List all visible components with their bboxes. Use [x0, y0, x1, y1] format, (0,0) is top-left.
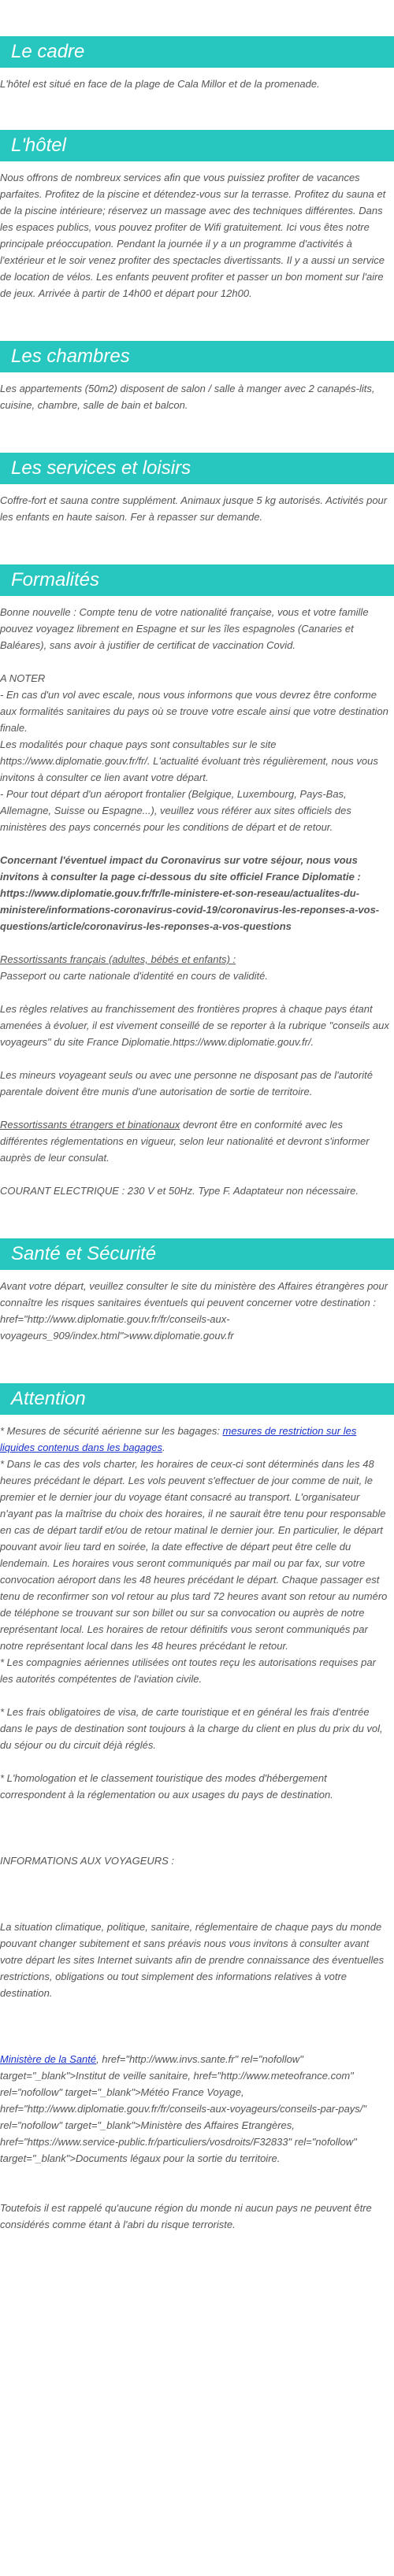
formalites-note-modalites: Les modalités pour chaque pays sont consultables sur le site https://www.diplomatie.gouv.fr/fr/. L'actualité évoluant très régulièrement, nous vous invitons à consulter ce lien avant votre départ.	[0, 738, 378, 783]
chambres-text	[0, 380, 394, 413]
attention-charter: * Dans le cas des vols charter, les horaires de ceux-ci sont déterminés dans les 48 heures précédant le départ. Les vols peuvent s'effectuer de jour comme de nuit, le premier et le dernier jour du voyage étant consacré au transport. L'organisateur n'ayant pas la maîtrise du choix des horaires, il ne saurait être tenu pour responsable en cas de départ tardif et/ou de retour matinal le dernier jour. En particulier, le départ pouvant avoir lieu tard en soirée, la date effective de départ peut être celle du lendemain. Les horaires vous seront communiqués par mail ou par fax, sur votre convocation aéroport dans les 48 heures précédant le départ. Chaque passager est tenu de reconfirmer son vol retour au plus tard 72 heures avant son retour au numéro de téléphone se trouvant sur son billet ou sur sa convocation ou auprès de notre représentant local. Les horaires de retour définitifs vous seront communiqués par notre représentant local dans les 48 heures précédant le retour.	[0, 1458, 388, 1652]
formalites-etrangers-label: Ressortissants étrangers et binationaux	[0, 1119, 180, 1131]
services-body: Coffre-fort et sauna contre supplément. Animaux jusque 5 kg autorisés. Activités pour les enfants en haute saison. Fer à repasser sur demande.	[0, 494, 388, 523]
attention-bagages	[0, 1423, 389, 1456]
formalites-note-frontalier: - Pour tout départ d'un aéroport frontalier (Belgique, Luxembourg, Pays-Bas, Allemagne, Suisse ou Espagne...), veuillez vous référer aux sites officiels des ministères des pays concernés pour les conditions de départ et de retour.	[0, 788, 351, 833]
attention-terrorisme: Toutefois il est rappelé qu'aucune région du monde ni aucun pays ne peuvent être considérés comme étant à l'abri du risque terroriste.	[0, 2202, 372, 2230]
formalites-p1: Bonne nouvelle : Compte tenu de votre nationalité française, vous et votre famille pouvez voyagez librement en Espagne et sur les îles espagnoles (Canaries et Baléares), sans avoir à justifier de certificat de vaccination Covid.	[0, 606, 369, 651]
section-title-sante: Santé et Sécurité	[0, 1238, 394, 1270]
section-title-formalites: Formalités	[0, 564, 394, 596]
formalites-coronavirus: Concernant l'éventuel impact du Coronavirus sur votre séjour, nous vous invitons à consulter la page ci-dessous du site officiel France Diplomatie : https://www.diplomatie.gouv.fr/fr/le-ministere-et-son-reseau/actualites-du-ministere/informations-coronavirus-covid-19/coronavirus-les-reponses-a-vos-questions/article/coronavirus-les-reponses-a-vos-questions	[0, 854, 380, 932]
attention-homologation: * L'homologation et le classement touristique des modes d'hébergement correspondent à la réglementation ou aux usages du pays de destination.	[0, 1772, 333, 1801]
attention-liens-rest: , href="http://www.invs.sante.fr" rel="nofollow" target="_blank">Institut de veille sanitaire, href="http://www.meteofrance.com" rel="nofollow" target="_blank">Météo France Voyage, href="http://www.diplomatie.gouv.fr/fr/conseils-aux-voyageurs/conseils-par-pays/" rel="nofollow" target="_blank">Ministère des Affaires Etrangères, href="https://www.service-public.fr/particuliers/vosdroits/F32833" rel="nofollow" target="_blank">Documents légaux pour la sortie du territoire.	[0, 2053, 367, 2164]
sante-text	[0, 1278, 394, 1344]
liquids-restriction-link[interactable]: mesures de restriction sur les liquides contenus dans les bagages	[0, 1425, 357, 1453]
attention-compagnies: * Les compagnies aériennes utilisées ont toutes reçu les autorisations requises par les autorités compétentes de l'aviation civile.	[0, 1656, 376, 1685]
formalites-mineurs: Les mineurs voyageant seuls ou avec une personne ne disposant pas de l'autorité parentale doivent être munis d'une autorisation de sortie de territoire.	[0, 1069, 373, 1097]
attention-text	[0, 1423, 394, 2233]
formalites-note-label: A NOTER	[0, 672, 46, 684]
formalites-text	[0, 604, 394, 1199]
sante-body: Avant votre départ, veuillez consulter le site du ministère des Affaires étrangères pour connaître les risques sanitaires éventuels qui peuvent concerner votre destination : href="http://www.diplomatie.gouv.fr/fr/conseils-aux-voyageurs_909/index.html">www.diplomatie.gouv.fr	[0, 1280, 388, 1342]
section-title-attention: Attention	[0, 1383, 394, 1415]
formalites-etrangers	[0, 1116, 389, 1166]
attention-bagages-prefix: * Mesures de sécurité aérienne sur les bagages:	[0, 1425, 223, 1437]
attention-situation: La situation climatique, politique, sanitaire, réglementaire de chaque pays du monde pouvant changer subitement et sans préavis nous vous invitons à consulter avant votre départ les sites Internet suivants afin de prendre connaissance des éventuelles restrictions, obligations ou tout simplement des informations relatives à votre destination.	[0, 1921, 385, 1999]
formalites-ressortissants-label: Ressortissants français (adultes, bébés et enfants) :	[0, 953, 236, 965]
hotel-text	[0, 169, 394, 302]
section-title-hotel: L'hôtel	[0, 130, 394, 161]
section-title-chambres: Les chambres	[0, 341, 394, 372]
services-text	[0, 492, 394, 525]
ministere-sante-link[interactable]: Ministère de la Santé	[0, 2053, 97, 2065]
formalites-regles: Les règles relatives au franchissement des frontières propres à chaque pays étant amenées à évoluer, il est vivement conseillé de se reporter à la rubrique "conseils aux voyageurs" du site France Diplomatie.https://www.diplomatie.gouv.fr/.	[0, 1003, 389, 1048]
section-title-cadre: Le cadre	[0, 36, 394, 68]
cadre-text	[0, 76, 394, 92]
attention-frais: * Les frais obligatoires de visa, de carte touristique et en général les frais d'entrée dans le pays de destination sont toujours à la charge du client en plus du prix du vol, du séjour ou du circuit déjà réglés.	[0, 1706, 383, 1751]
formalites-etrangers-body: devront être en conformité avec les différentes réglementations en vigueur, selon leur nationalité et devront s'informer auprès de leur consulat.	[0, 1119, 370, 1164]
hotel-body: Nous offrons de nombreux services afin que vous puissiez profiter de vacances parfaites. Profitez de la piscine et détendez-vous sur la terrasse. Profitez du sauna et de la piscine intérieure; réservez un massage avec des techniques différentes. Dans les espaces publics, vous pouvez profiter de Wifi gratuitement. Ici vous êtes notre principale préoccupation. Pendant la journée il y a un programme d'activités à l'extérieur et le soir venez profiter des spectacles divertissants. Il y a aussi un service de location de vélos. Les enfants peuvent profiter et passer un bon moment sur l'aire de jeux. Arrivée à partir de 14h00 et départ pour 12h00.	[0, 172, 386, 299]
cadre-body: L'hôtel est situé en face de la plage de Cala Millor et de la promenade.	[0, 78, 320, 90]
formalites-ressortissants-body: Passeport ou carte nationale d'identité en cours de validité.	[0, 970, 268, 982]
attention-bagages-suffix: .	[162, 1442, 165, 1453]
attention-informations-label: INFORMATIONS AUX VOYAGEURS :	[0, 1855, 175, 1867]
attention-liens	[0, 2051, 389, 2167]
chambres-body: Les appartements (50m2) disposent de salon / salle à manger avec 2 canapés-lits, cuisine, chambre, salle de bain et balcon.	[0, 383, 375, 411]
formalites-courant: COURANT ELECTRIQUE : 230 V et 50Hz. Type F. Adaptateur non nécessaire.	[0, 1185, 359, 1197]
formalites-note-escale: - En cas d'un vol avec escale, nous vous informons que vous devrez être conforme aux formalités sanitaires du pays où se trouve votre escale ainsi que votre destination finale.	[0, 689, 388, 734]
section-title-services: Les services et loisirs	[0, 453, 394, 484]
